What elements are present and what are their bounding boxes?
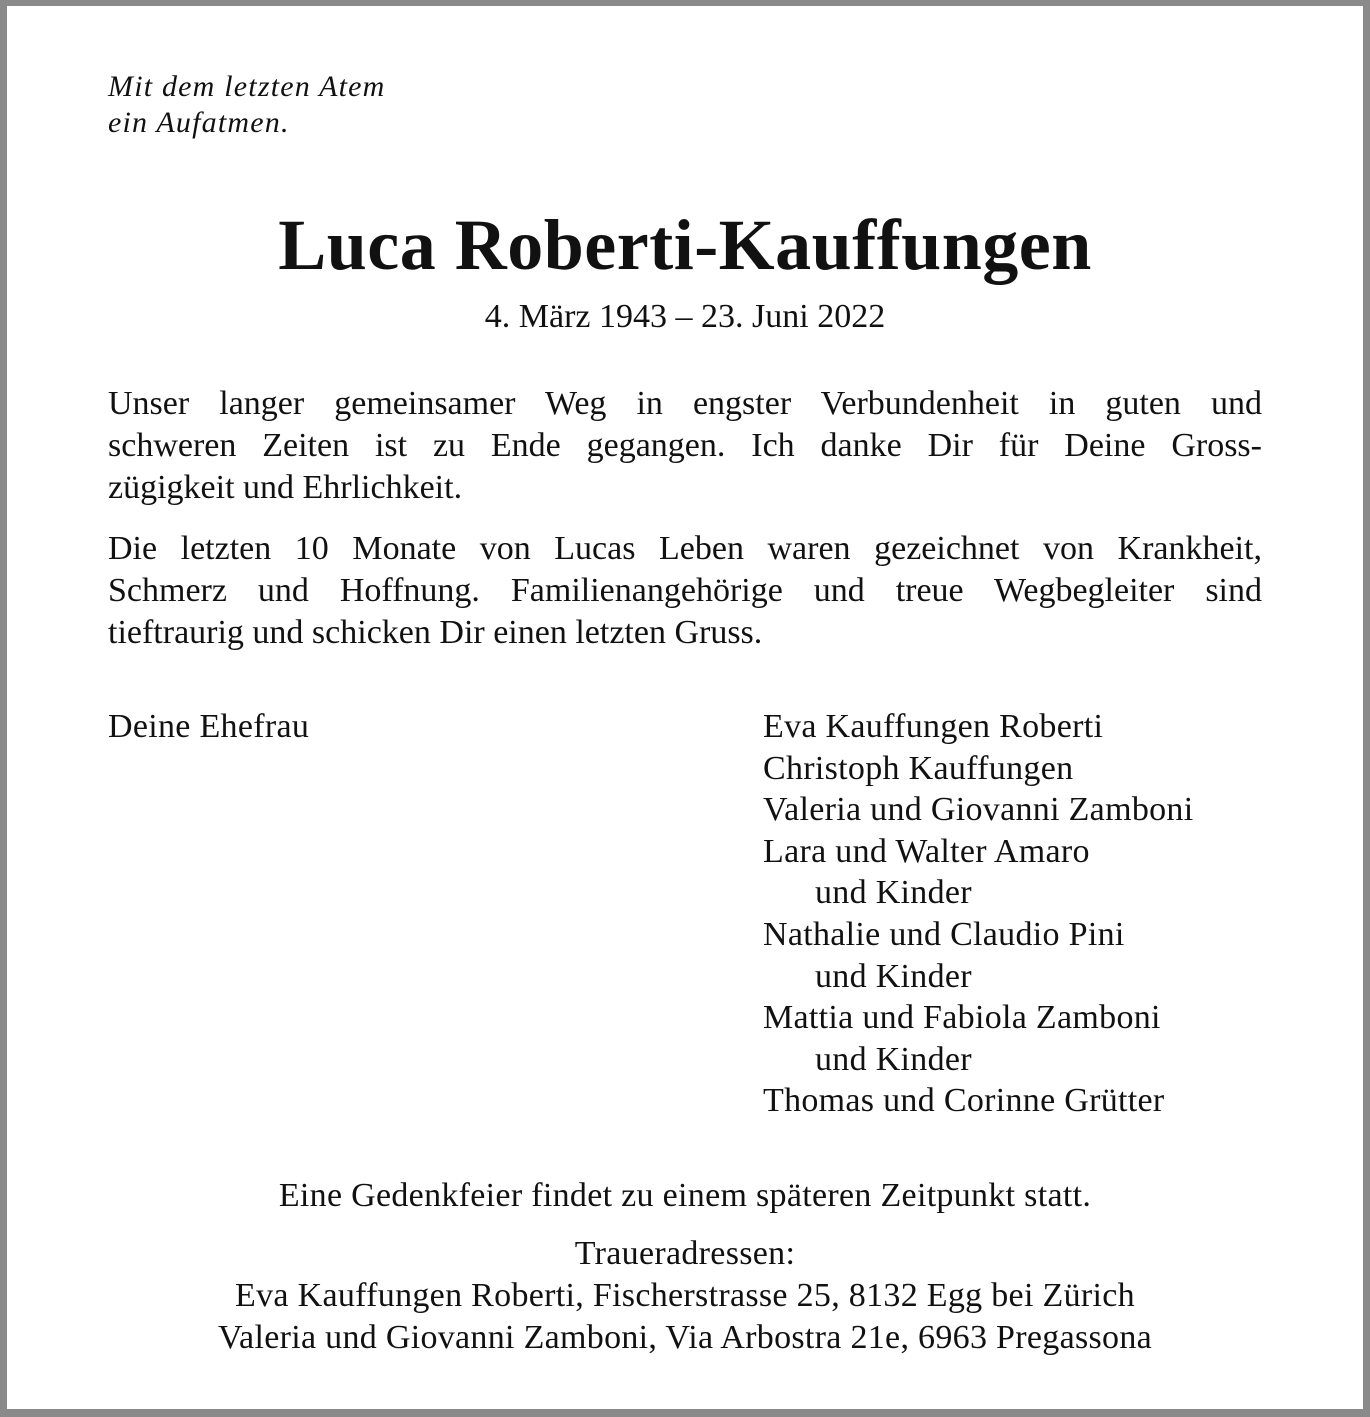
memorial-note: Eine Gedenkfeier findet zu einem späteren Zeitpunkt statt.	[278, 1177, 1092, 1214]
mourner-entry: Christoph Kauffungen	[763, 749, 1074, 787]
address-line: Valeria und Giovanni Zamboni, Via Arbostra 21e, 6963 Pregassona	[217, 1319, 1153, 1356]
spouse-label: Deine Ehefrau	[108, 708, 310, 745]
farewell-paragraph	[108, 383, 1262, 509]
paragraph-line: zügigkeit und Ehrlichkeit.	[108, 469, 463, 506]
deceased-name: Luca Roberti-Kauffungen	[278, 205, 1092, 285]
paragraph-line: schweren Zeiten ist zu Ende gegangen. Ich danke Dir für Deine Gross-	[108, 427, 1262, 464]
mourner-entry: Eva Kauffungen Roberti	[763, 708, 1104, 745]
motto	[108, 69, 386, 141]
mourner-entry: Lara und Walter Amaro	[763, 832, 1090, 870]
paragraph-line: tieftraurig und schicken Dir einen letzten Gruss.	[108, 614, 763, 651]
mourner-entry: Valeria und Giovanni Zamboni	[763, 791, 1194, 829]
mourner-entry-children: und Kinder	[815, 1040, 972, 1078]
paragraph-line: Schmerz und Hoffnung. Familienangehörige und treue Wegbegleiter sind	[108, 572, 1262, 609]
mourner-entry: Nathalie und Claudio Pini	[763, 915, 1125, 953]
mourner-entry-children: und Kinder	[815, 957, 972, 995]
motto-line: ein Aufatmen.	[108, 106, 290, 139]
life-dates: 4. März 1943 – 23. Juni 2022	[484, 298, 886, 335]
mourner-entry: Thomas und Corinne Grütter	[763, 1082, 1165, 1120]
motto-line: Mit dem letzten Atem	[108, 70, 386, 103]
mourning-addresses	[7, 1233, 1363, 1359]
addresses-heading: Traueradressen:	[574, 1235, 796, 1272]
address-line: Eva Kauffungen Roberti, Fischerstrasse 25, 8132 Egg bei Zürich	[235, 1277, 1135, 1314]
mourners-list	[763, 706, 1193, 1122]
illness-paragraph	[108, 528, 1262, 654]
mourner-entry: Mattia und Fabiola Zamboni	[763, 999, 1161, 1037]
paragraph-line: Die letzten 10 Monate von Lucas Leben waren gezeichnet von Krankheit,	[108, 530, 1262, 567]
mourner-entry-children: und Kinder	[815, 874, 972, 912]
paragraph-line: Unser langer gemeinsamer Weg in engster Verbundenheit in guten und	[108, 385, 1262, 422]
